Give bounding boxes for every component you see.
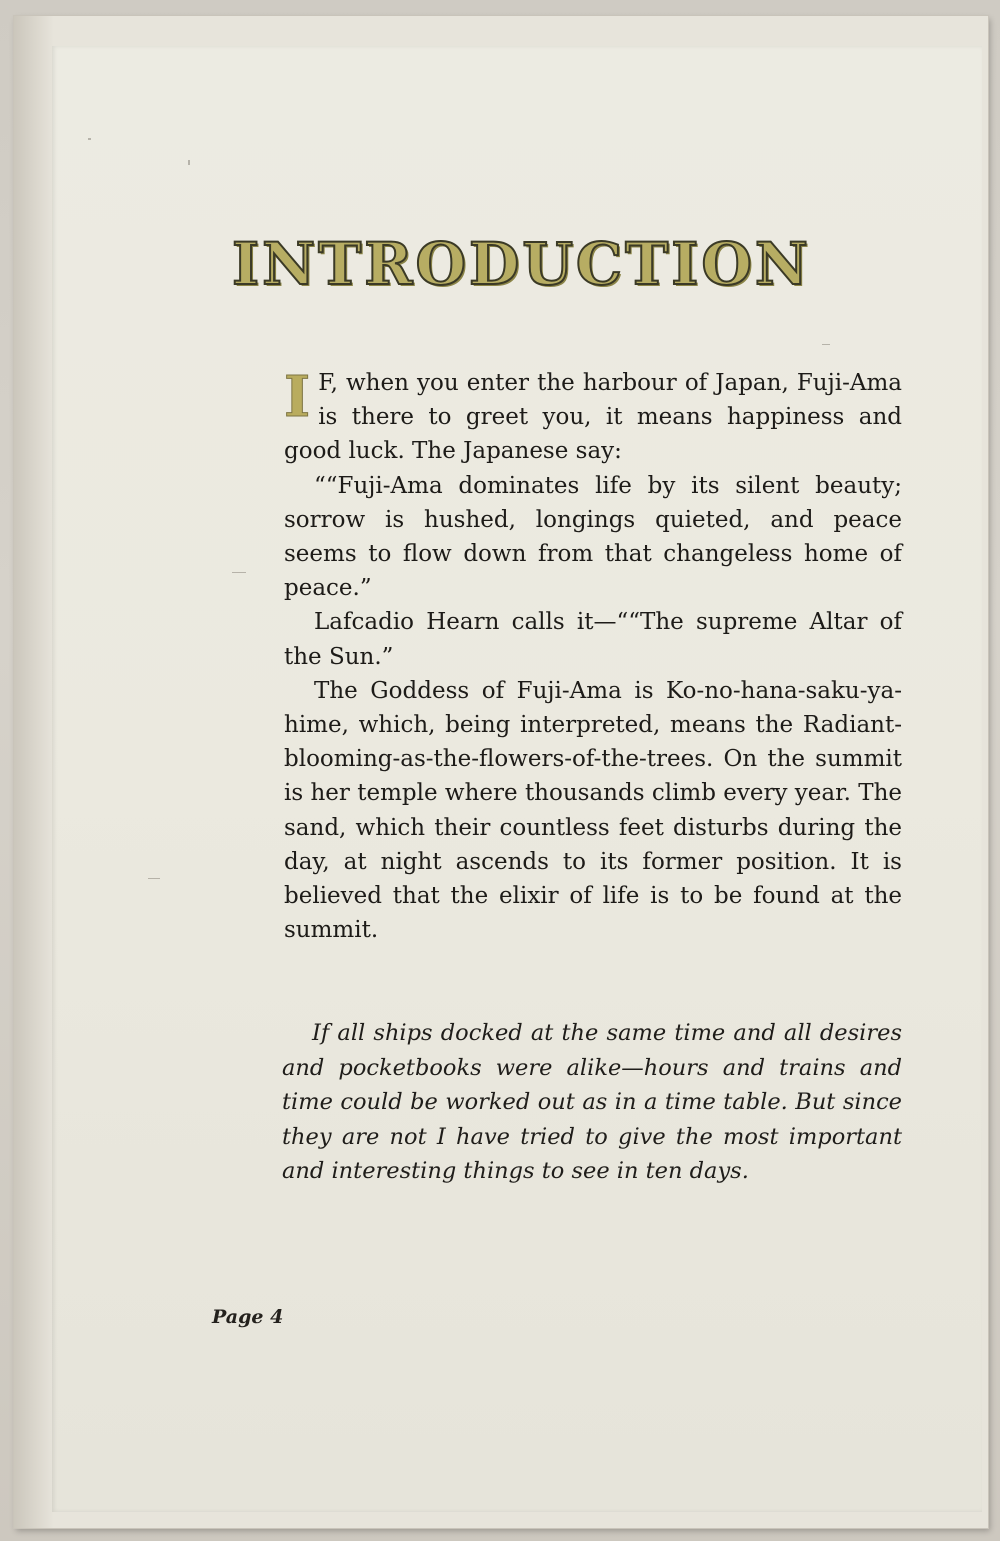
binding-shadow <box>14 16 54 1528</box>
paragraph-1-text: F, when you enter the harbour of Japan, Fuji-Ama is there to greet you, it means happiness and good luck. The Japanese say: <box>284 370 902 465</box>
drop-cap: I <box>284 364 311 430</box>
paper-speck <box>822 344 830 345</box>
introduction-body <box>284 366 902 947</box>
paper-speck <box>188 160 190 165</box>
paper-speck <box>148 878 160 879</box>
paper-speck <box>88 138 91 140</box>
paper-speck <box>232 572 246 573</box>
paragraph-3: Lafcadio Hearn calls it—““The supreme Altar of the Sun.” <box>284 609 902 670</box>
paragraph-1 <box>284 366 902 469</box>
paragraph-2: ““Fuji-Ama dominates life by its silent beauty; sorrow is hushed, longings quieted, and peace seems to flow down from that changeless home of peace.” <box>284 472 902 602</box>
page-number: Page 4 <box>212 1306 284 1328</box>
paragraph-4: The Goddess of Fuji-Ama is Ko-no-hana-saku-ya-hime, which, being interpreted, means the Radiant-blooming-as-the-flowers-of-the-trees. On the summit is her temple where thousands climb every year. The sand, which their countless feet disturbs during the day, at night ascends to its former position. It is believed that the elixir of life is to be found at the summit. <box>284 677 902 944</box>
italic-note: If all ships docked at the same time and all desires and pocketbooks were alike—hours and trains and time could be worked out as in a time table. But since they are not I have tried to give the most important and interesting things to see in ten days. <box>282 1020 902 1185</box>
page-title: INTRODUCTION <box>232 233 811 295</box>
